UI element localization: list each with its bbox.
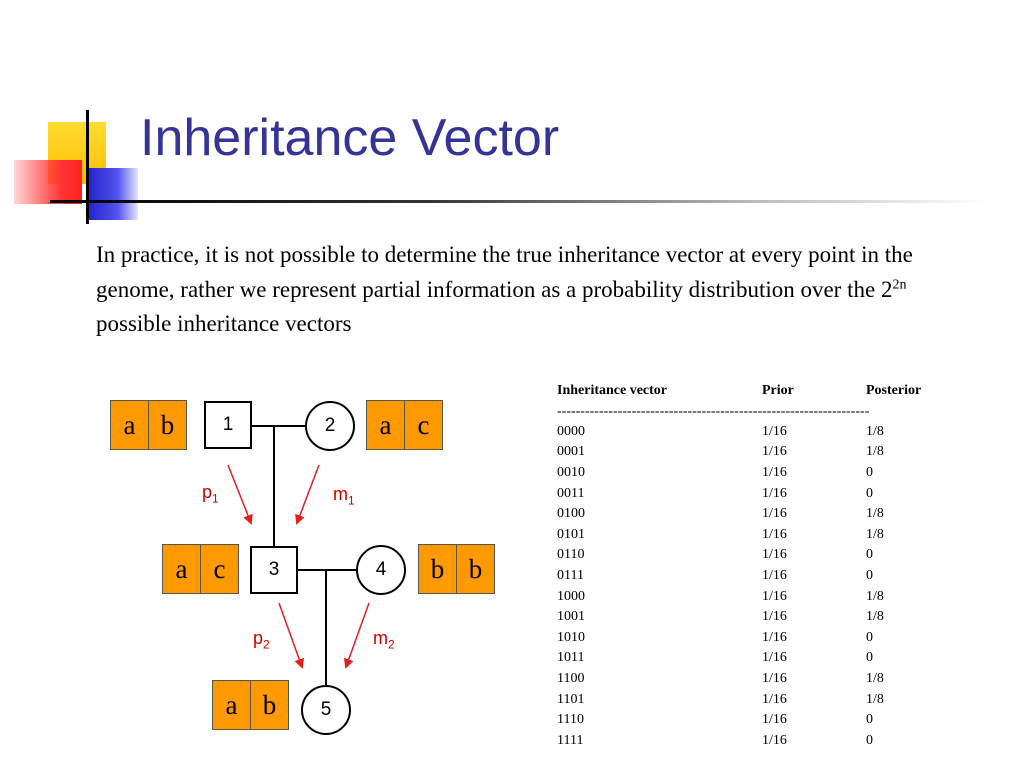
arrow-p2: [279, 603, 302, 667]
cell-vector: 0010: [557, 465, 585, 481]
table-row: [557, 607, 936, 628]
individual-3-label: 3: [268, 559, 280, 580]
table-body: [557, 422, 936, 752]
allele: b: [456, 545, 494, 593]
cell-vector: 1010: [557, 629, 585, 645]
allele: c: [200, 545, 238, 593]
label-m1: [333, 484, 355, 508]
label-p2: [253, 628, 270, 652]
cell-prior: 1/16: [762, 609, 787, 625]
table-separator: -------------------------------------------------------------------: [557, 403, 870, 419]
cell-prior: 1/16: [762, 588, 787, 604]
body-text-after: possible inheritance vectors: [96, 311, 352, 336]
table-row: [557, 463, 936, 484]
table-row: [557, 731, 936, 752]
cell-vector: 0101: [557, 526, 585, 542]
table-row: [557, 566, 936, 587]
cell-posterior: 0: [866, 712, 873, 728]
header-prior: Prior: [762, 383, 794, 399]
label-p2-sub: 2: [263, 637, 270, 652]
table-header-row: [557, 381, 936, 402]
header-posterior: Posterior: [866, 383, 922, 399]
label-p2-base: p: [253, 628, 264, 648]
cell-vector: 0110: [557, 547, 585, 563]
cell-prior: 1/16: [762, 629, 787, 645]
cell-posterior: 0: [866, 465, 873, 481]
cell-posterior: 0: [866, 547, 873, 563]
cell-vector: 0100: [557, 506, 585, 522]
cell-prior: 1/16: [762, 712, 787, 728]
table-row: [557, 483, 936, 504]
inheritance-table: [557, 381, 936, 751]
body-text-superscript: 2n: [892, 276, 907, 292]
label-m2: [373, 628, 395, 652]
cell-prior: 1/16: [762, 506, 787, 522]
individual-1-square: [204, 401, 252, 449]
cell-vector: 0011: [557, 485, 585, 501]
cell-posterior: 0: [866, 629, 873, 645]
table-row: [557, 525, 936, 546]
table-row: [557, 648, 936, 669]
cell-vector: 1111: [557, 732, 584, 748]
header-inheritance-vector: Inheritance vector: [557, 383, 668, 399]
allele: a: [225, 689, 238, 720]
individual-5-circle: [301, 685, 351, 735]
genotype-box-4: [418, 544, 495, 594]
label-p1: [202, 482, 219, 506]
individual-4-label: 4: [375, 559, 387, 580]
allele: b: [250, 681, 288, 729]
cell-posterior: 1/8: [866, 588, 884, 604]
cell-prior: 1/16: [762, 465, 787, 481]
cell-posterior: 1/8: [866, 444, 884, 460]
allele: a: [175, 553, 188, 584]
allele: b: [148, 401, 186, 449]
allele: a: [379, 409, 392, 440]
cell-prior: 1/16: [762, 423, 787, 439]
table-row: [557, 669, 936, 690]
cell-vector: 1001: [557, 609, 585, 625]
genotype-box-3: [162, 544, 239, 594]
allele: c: [404, 401, 442, 449]
cell-vector: 0111: [557, 568, 584, 584]
genotype-box-2: [366, 400, 443, 450]
cell-posterior: 0: [866, 485, 873, 501]
genotype-box-1: [110, 400, 187, 450]
cell-posterior: 0: [866, 732, 873, 748]
individual-4-circle: [356, 545, 406, 595]
slide-title: Inheritance Vector: [140, 109, 560, 167]
cell-prior: 1/16: [762, 547, 787, 563]
label-p1-base: p: [202, 482, 213, 502]
cell-vector: 1100: [557, 671, 585, 687]
label-p1-sub: 1: [212, 491, 219, 506]
cell-prior: 1/16: [762, 444, 787, 460]
label-m1-base: m: [333, 484, 348, 504]
label-m2-base: m: [373, 628, 388, 648]
table-row: [557, 504, 936, 525]
cell-vector: 0000: [557, 423, 585, 439]
allele: b: [430, 553, 445, 584]
cell-vector: 1110: [557, 712, 584, 728]
cell-posterior: 0: [866, 568, 873, 584]
cell-vector: 1101: [557, 691, 585, 707]
cell-posterior: 1/8: [866, 506, 884, 522]
cell-posterior: 0: [866, 650, 873, 666]
table-row: [557, 586, 936, 607]
cell-posterior: 1/8: [866, 423, 884, 439]
cell-prior: 1/16: [762, 691, 787, 707]
cell-posterior: 1/8: [866, 691, 884, 707]
table-row: [557, 545, 936, 566]
individual-3-square: [250, 546, 298, 594]
cell-prior: 1/16: [762, 485, 787, 501]
cell-prior: 1/16: [762, 732, 787, 748]
label-m1-sub: 1: [348, 493, 355, 508]
individual-5-label: 5: [320, 699, 332, 720]
individual-2-circle: [305, 401, 355, 451]
table-row: [557, 689, 936, 710]
arrow-m2: [346, 603, 369, 667]
genotype-box-5: [212, 680, 289, 730]
cell-prior: 1/16: [762, 526, 787, 542]
cell-vector: 1000: [557, 588, 585, 604]
arrow-p1: [228, 465, 251, 523]
table-row: [557, 442, 936, 463]
cell-prior: 1/16: [762, 568, 787, 584]
body-text-before: In practice, it is not possible to determine the true inheritance vector at every point in the genome, rather we represent partial information as a probability distribution over the 2: [96, 242, 913, 302]
allele: a: [123, 409, 136, 440]
individual-1-label: 1: [222, 414, 234, 435]
label-m2-sub: 2: [388, 637, 395, 652]
table-row: [557, 710, 936, 731]
table-row: [557, 422, 936, 443]
cell-posterior: 1/8: [866, 609, 884, 625]
cell-posterior: 1/8: [866, 526, 884, 542]
individual-2-label: 2: [324, 415, 336, 436]
cell-posterior: 1/8: [866, 671, 884, 687]
arrow-m1: [297, 465, 319, 523]
table-row: [557, 628, 936, 649]
cell-vector: 1011: [557, 650, 585, 666]
cell-prior: 1/16: [762, 671, 787, 687]
cell-prior: 1/16: [762, 650, 787, 666]
cell-vector: 0001: [557, 444, 585, 460]
